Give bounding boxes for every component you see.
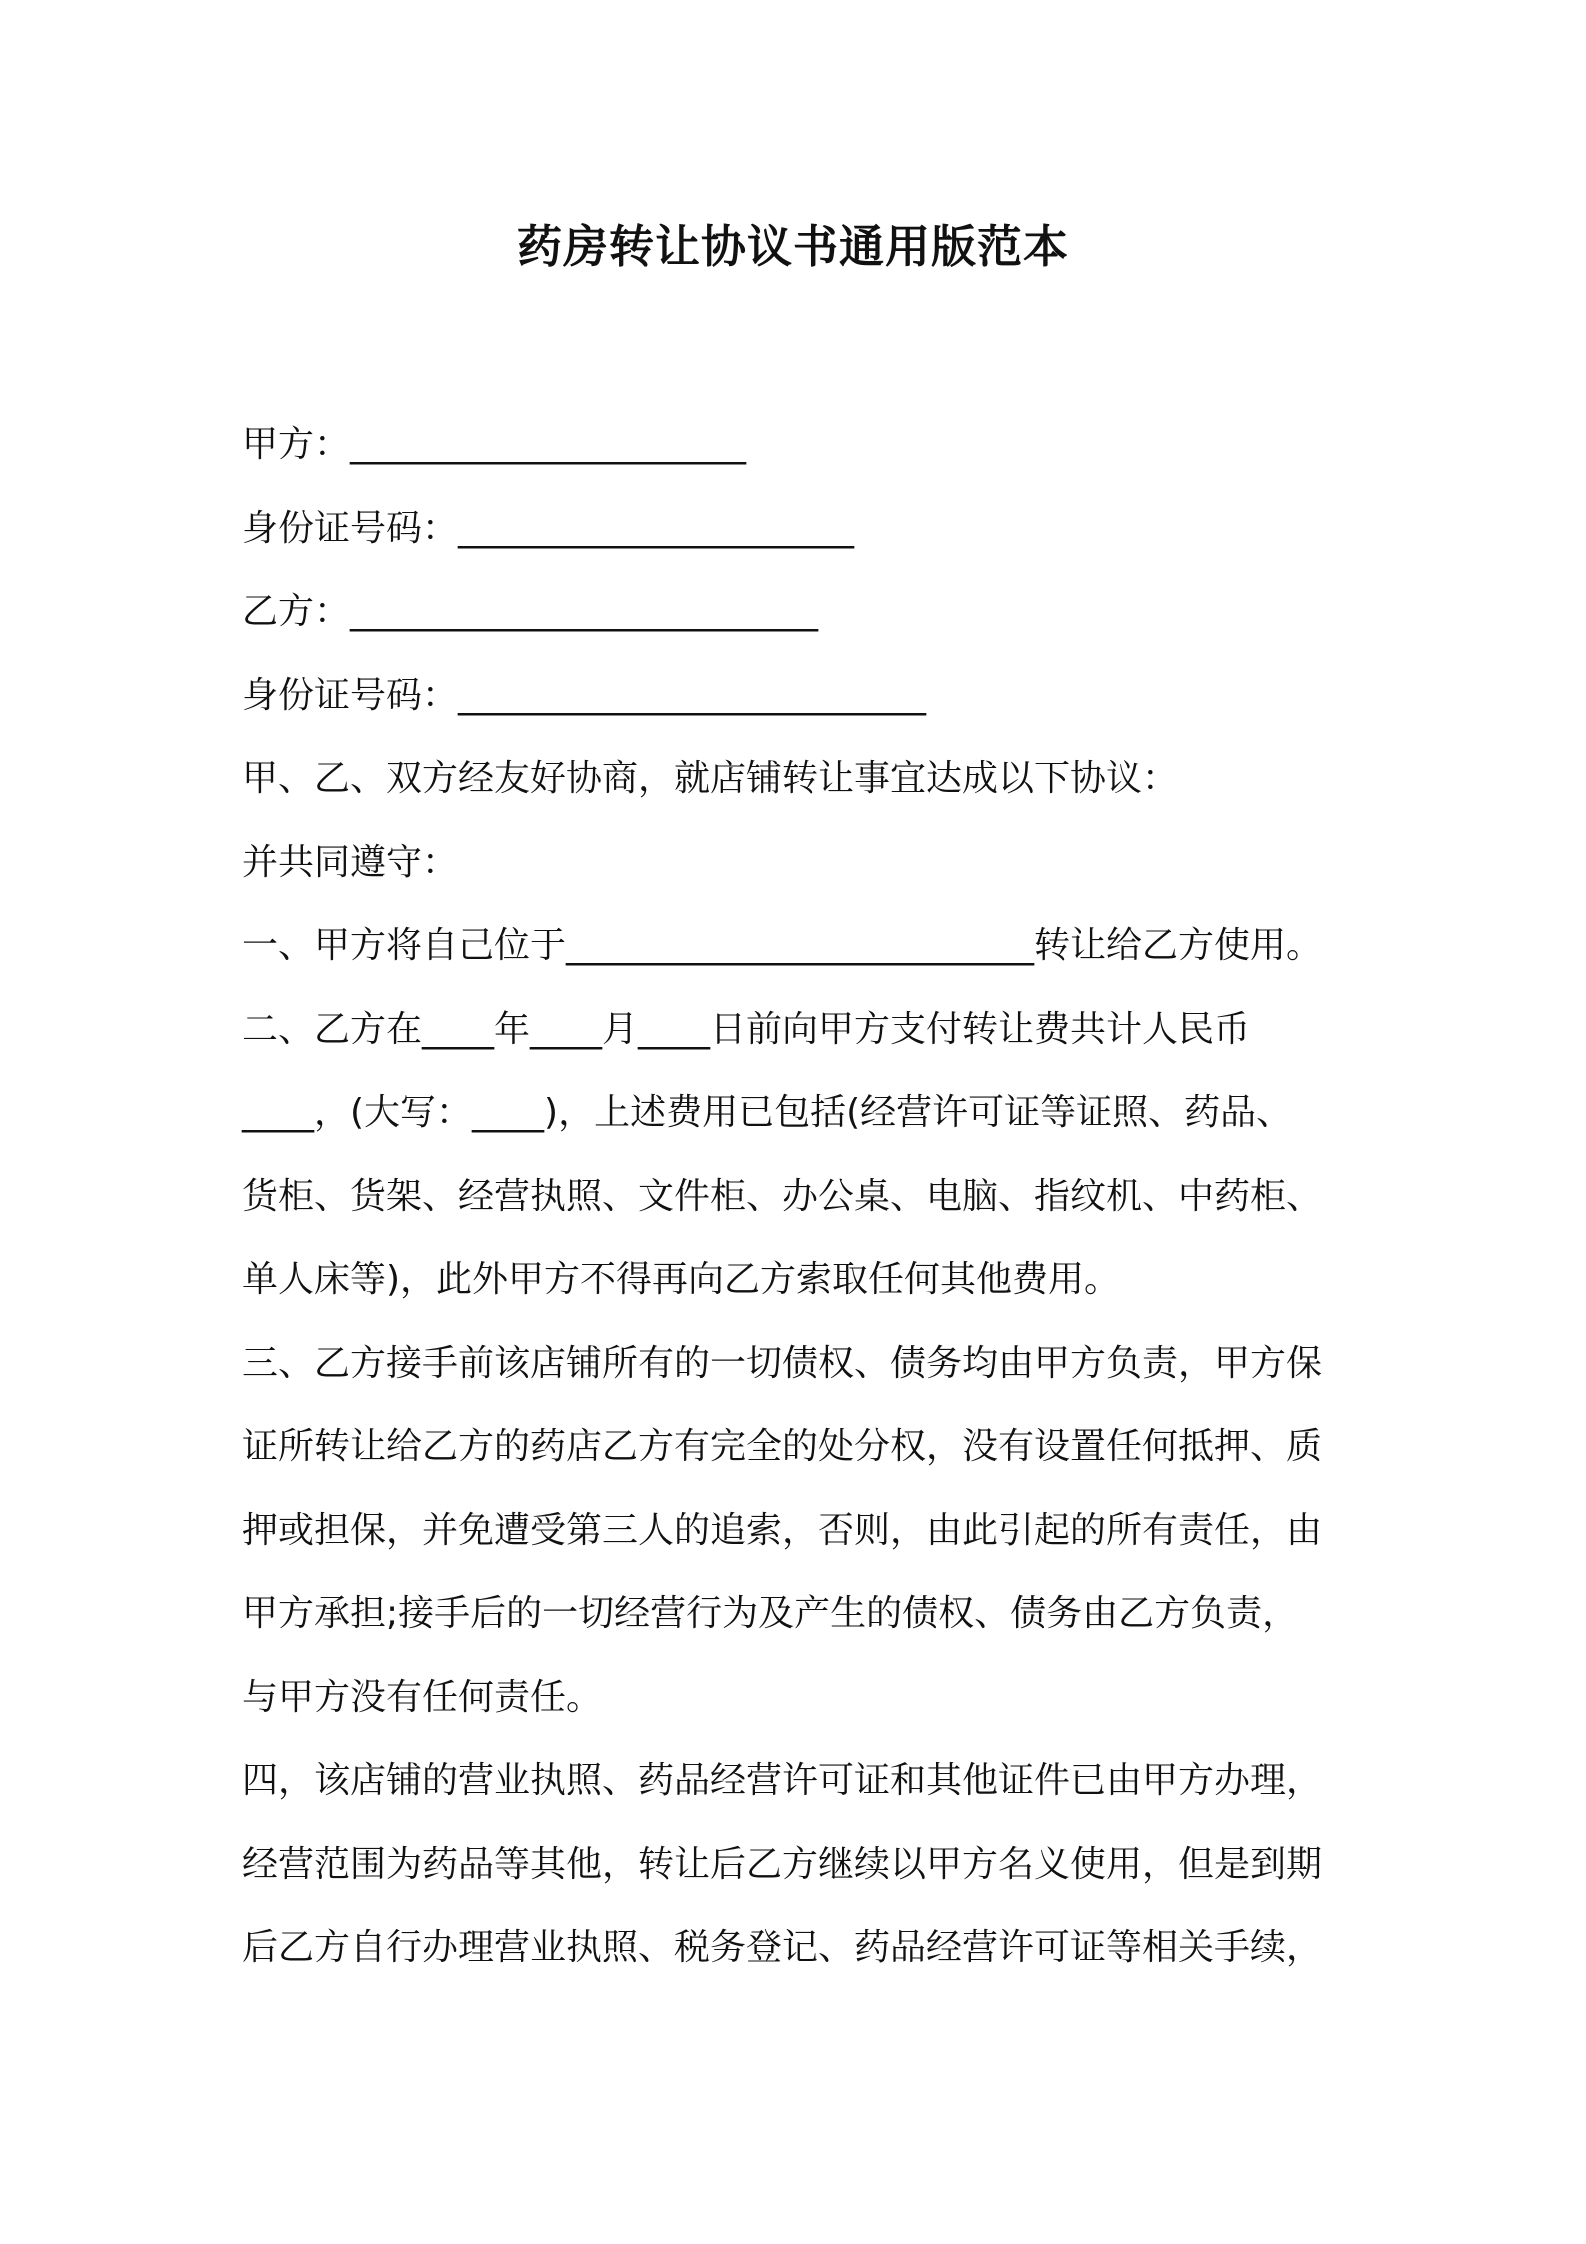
party-b-id-line: 身份证号码：__________________________	[242, 674, 927, 716]
document-body	[242, 403, 1372, 1990]
clause-4-line-3: 后乙方自行办理营业执照、税务登记、药品经营许可证等相关手续，	[242, 1927, 1323, 1968]
clause-4-line-1: 四，该店铺的营业执照、药品经营许可证和其他证件已由甲方办理，	[242, 1760, 1323, 1801]
clause-2-line-4: 单人床等)，此外甲方不得再向乙方索取任何其他费用。	[242, 1259, 1121, 1300]
clause-3-line-5: 与甲方没有任何责任。	[242, 1676, 603, 1718]
clause-1-line: 一、甲方将自己位于__________________________转让给乙方使用。	[242, 925, 1323, 966]
clause-2-line-2: ____，(大写：____)，上述费用已包括(经营许可证等证照、药品、	[242, 1092, 1293, 1133]
document-title: 药房转让协议书通用版范本	[516, 220, 1069, 273]
party-a-id-line: 身份证号码：______________________	[242, 507, 855, 549]
clause-3-line-3: 押或担保，并免遭受第三人的追索，否则，由此引起的所有责任，由	[242, 1509, 1323, 1551]
clause-4-line-2: 经营范围为药品等其他，转让后乙方继续以甲方名义使用，但是到期	[242, 1843, 1323, 1885]
intro-line-2: 并共同遵守：	[242, 841, 459, 883]
clause-3-line-4: 甲方承担;接手后的一切经营行为及产生的债权、债务由乙方负责，	[242, 1593, 1299, 1634]
party-b-line: 乙方：__________________________	[242, 591, 819, 632]
clause-3-line-2: 证所转让给乙方的药店乙方有完全的处分权，没有设置任何抵押、质	[242, 1426, 1323, 1467]
clause-2-line-1: 二、乙方在____年____月____日前向甲方支付转让费共计人民币	[242, 1008, 1251, 1050]
intro-line: 甲、乙、双方经友好协商，就店铺转让事宜达成以下协议：	[242, 758, 1179, 799]
party-a-line: 甲方：______________________	[242, 424, 747, 465]
clause-2-line-3: 货柜、货架、经营执照、文件柜、办公桌、电脑、指纹机、中药柜、	[242, 1175, 1323, 1217]
clause-3-line-1: 三、乙方接手前该店铺所有的一切债权、债务均由甲方负责，甲方保	[242, 1342, 1323, 1384]
